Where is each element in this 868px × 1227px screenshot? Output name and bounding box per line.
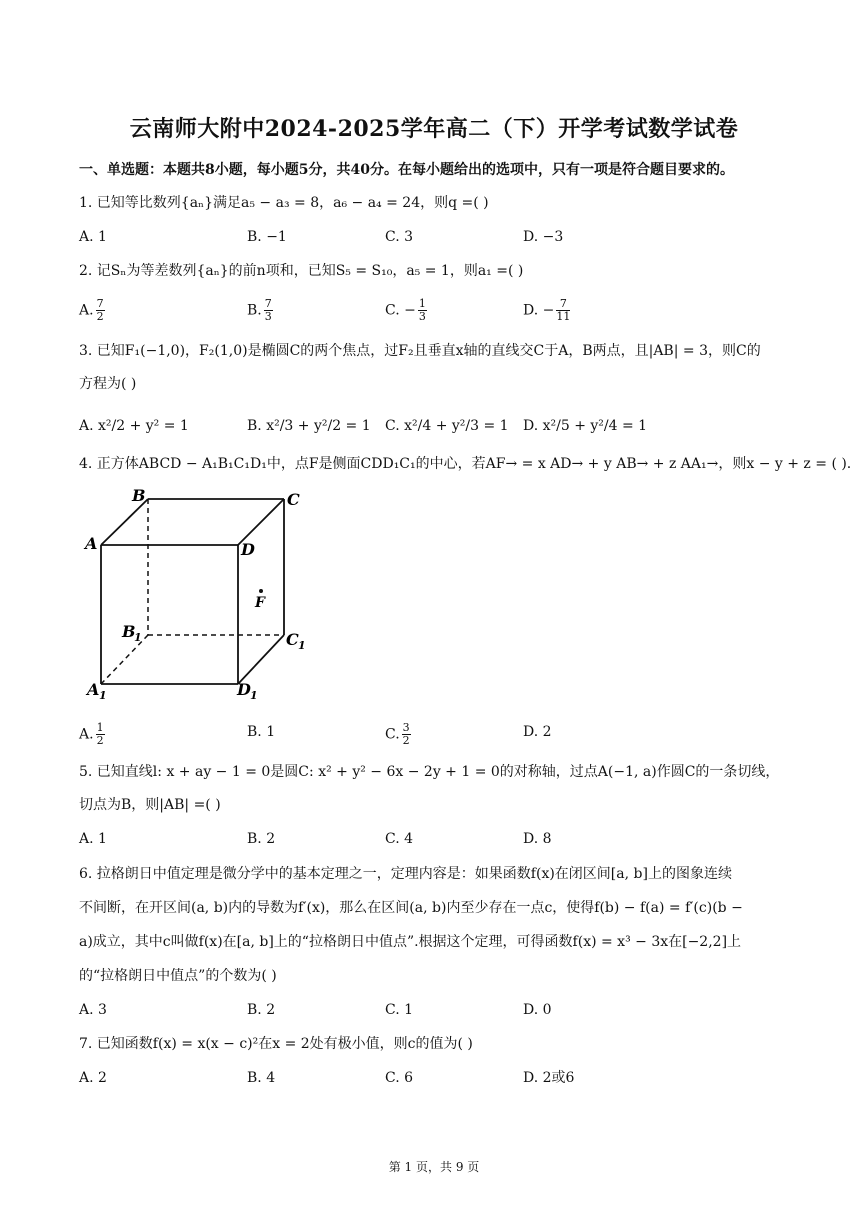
q3-option-c[interactable]: C. x²/4 + y²/3 = 1 [385, 418, 509, 434]
q3-option-d[interactable]: D. x²/5 + y²/4 = 1 [523, 418, 648, 434]
q4-option-d[interactable]: D. 2 [523, 724, 552, 740]
label-a: A [85, 534, 98, 553]
q1-option-d[interactable]: D. −3 [523, 229, 564, 245]
q4-option-c[interactable] [385, 722, 413, 747]
q1-option-b[interactable]: B. −1 [247, 229, 287, 245]
q6-option-d[interactable]: D. 0 [523, 1002, 552, 1018]
page-footer: 第 1 页，共 9 页 [388, 1160, 480, 1174]
question-4: 4. 正方体ABCD − A₁B₁C₁D₁中，点F是侧面CDD₁C₁的中心，若AF→ = x AD→ + y AB→ + z AA₁→，则x − y + z = ( ). [79, 456, 852, 472]
q2-option-b[interactable] [247, 298, 275, 323]
question-6-line-3: a)成立，其中c叫做f(x)在[a, b]上的“拉格朗日中值点”.根据这个定理，可得函数f(x) = x³ − 3x在[−2,2]上 [79, 934, 742, 950]
q5-option-a[interactable]: A. 1 [79, 831, 107, 847]
question-6-line-1: 6. 拉格朗日中值定理是微分学中的基本定理之一，定理内容是：如果函数f(x)在闭区间[a, b]上的图象连续 [79, 866, 732, 882]
q4-option-a-prefix: A. [79, 726, 94, 743]
cube-figure [80, 485, 320, 705]
label-c: C [287, 490, 300, 509]
point-f [259, 589, 263, 593]
question-5-line-1: 5. 已知直线l: x + ay − 1 = 0是圆C: x² + y² − 6x − 2y + 1 = 0的对称轴，过点A(−1, a)作圆C的一条切线， [79, 764, 780, 780]
q1-option-c[interactable]: C. 3 [385, 229, 414, 245]
q7-option-a[interactable]: A. 2 [79, 1070, 107, 1086]
q2-option-a[interactable] [79, 298, 107, 323]
label-b: B [132, 486, 146, 505]
edge-c1-d1 [238, 635, 284, 684]
q2-option-c-prefix: C. − [385, 302, 416, 319]
question-5-line-2: 切点为B，则|AB| =( ) [79, 797, 221, 813]
q6-option-c[interactable]: C. 1 [385, 1002, 414, 1018]
q2-option-c-fraction: $\frac{1}{3}$ [418, 297, 426, 323]
edge-c-d [238, 499, 284, 545]
q2-option-d[interactable] [523, 298, 572, 323]
q7-option-b[interactable]: B. 4 [247, 1070, 276, 1086]
question-3-line-2: 方程为( ) [79, 376, 137, 392]
question-6-line-2: 不间断，在开区间(a, b)内的导数为f′(x)，那么在区间(a, b)内至少存在一点c，使得f(b) − f(a) = f′(c)(b − [79, 900, 743, 916]
q1-option-a[interactable]: A. 1 [79, 229, 107, 245]
q2-option-a-prefix: A. [79, 302, 94, 319]
label-c1: C [286, 630, 299, 649]
question-3-line-1: 3. 已知F₁(−1,0)，F₂(1,0)是椭圆C的两个焦点，过F₂且垂直x轴的直线交C于A，B两点，且|AB| = 3，则C的 [79, 343, 761, 359]
q3-option-b[interactable]: B. x²/3 + y²/2 = 1 [247, 418, 371, 434]
q5-option-b[interactable]: B. 2 [247, 831, 276, 847]
q2-option-a-fraction: $\frac{7}{2}$ [96, 297, 104, 323]
q7-option-c[interactable]: C. 6 [385, 1070, 414, 1086]
q4-option-c-fraction: $\frac{3}{2}$ [402, 721, 410, 747]
label-d: D [241, 540, 255, 559]
label-b1: B [122, 622, 136, 641]
q6-option-a[interactable]: A. 3 [79, 1002, 107, 1018]
q6-option-b[interactable]: B. 2 [247, 1002, 276, 1018]
q5-option-c[interactable]: C. 4 [385, 831, 414, 847]
question-2: 2. 记Sₙ为等差数列{aₙ}的前n项和，已知S₅ = S₁₀，a₅ = 1，则a₁ =( ) [79, 263, 524, 279]
q2-option-b-prefix: B. [247, 302, 262, 319]
q2-option-c[interactable] [385, 298, 429, 323]
label-a1: A [87, 680, 100, 699]
page-title: 云南师大附中2024-2025学年高二（下）开学考试数学试卷 [129, 116, 739, 142]
question-7: 7. 已知函数f(x) = x(x − c)²在x = 2处有极小值，则c的值为( ) [79, 1036, 473, 1052]
label-d1: D [237, 680, 251, 699]
question-6-line-4: 的“拉格朗日中值点”的个数为( ) [79, 968, 277, 984]
q7-option-d[interactable]: D. 2或6 [523, 1070, 575, 1086]
q2-option-b-fraction: $\frac{7}{3}$ [264, 297, 272, 323]
q5-option-d[interactable]: D. 8 [523, 831, 552, 847]
q3-option-a[interactable]: A. x²/2 + y² = 1 [79, 418, 189, 434]
label-d1-sub: 1 [250, 689, 258, 702]
q4-option-a-fraction: $\frac{1}{2}$ [96, 721, 104, 747]
label-c1-sub: 1 [298, 639, 306, 652]
q4-option-c-prefix: C. [385, 726, 400, 743]
q2-option-d-prefix: D. − [523, 302, 555, 319]
edge-a-b [101, 499, 148, 545]
label-a1-sub: 1 [99, 689, 107, 702]
q4-option-b[interactable]: B. 1 [247, 724, 276, 740]
q4-option-a[interactable] [79, 722, 107, 747]
label-b1-sub: 1 [134, 631, 142, 644]
section-heading: 一、单选题：本题共8小题，每小题5分，共40分。在每小题给出的选项中，只有一项是符合题目要求的。 [79, 162, 734, 178]
question-1: 1. 已知等比数列{aₙ}满足a₅ − a₃ = 8，a₆ − a₄ = 24，则q =( ) [79, 195, 489, 211]
label-f: F [255, 595, 265, 611]
q2-option-d-fraction: $\frac{7}{11}$ [556, 297, 571, 323]
